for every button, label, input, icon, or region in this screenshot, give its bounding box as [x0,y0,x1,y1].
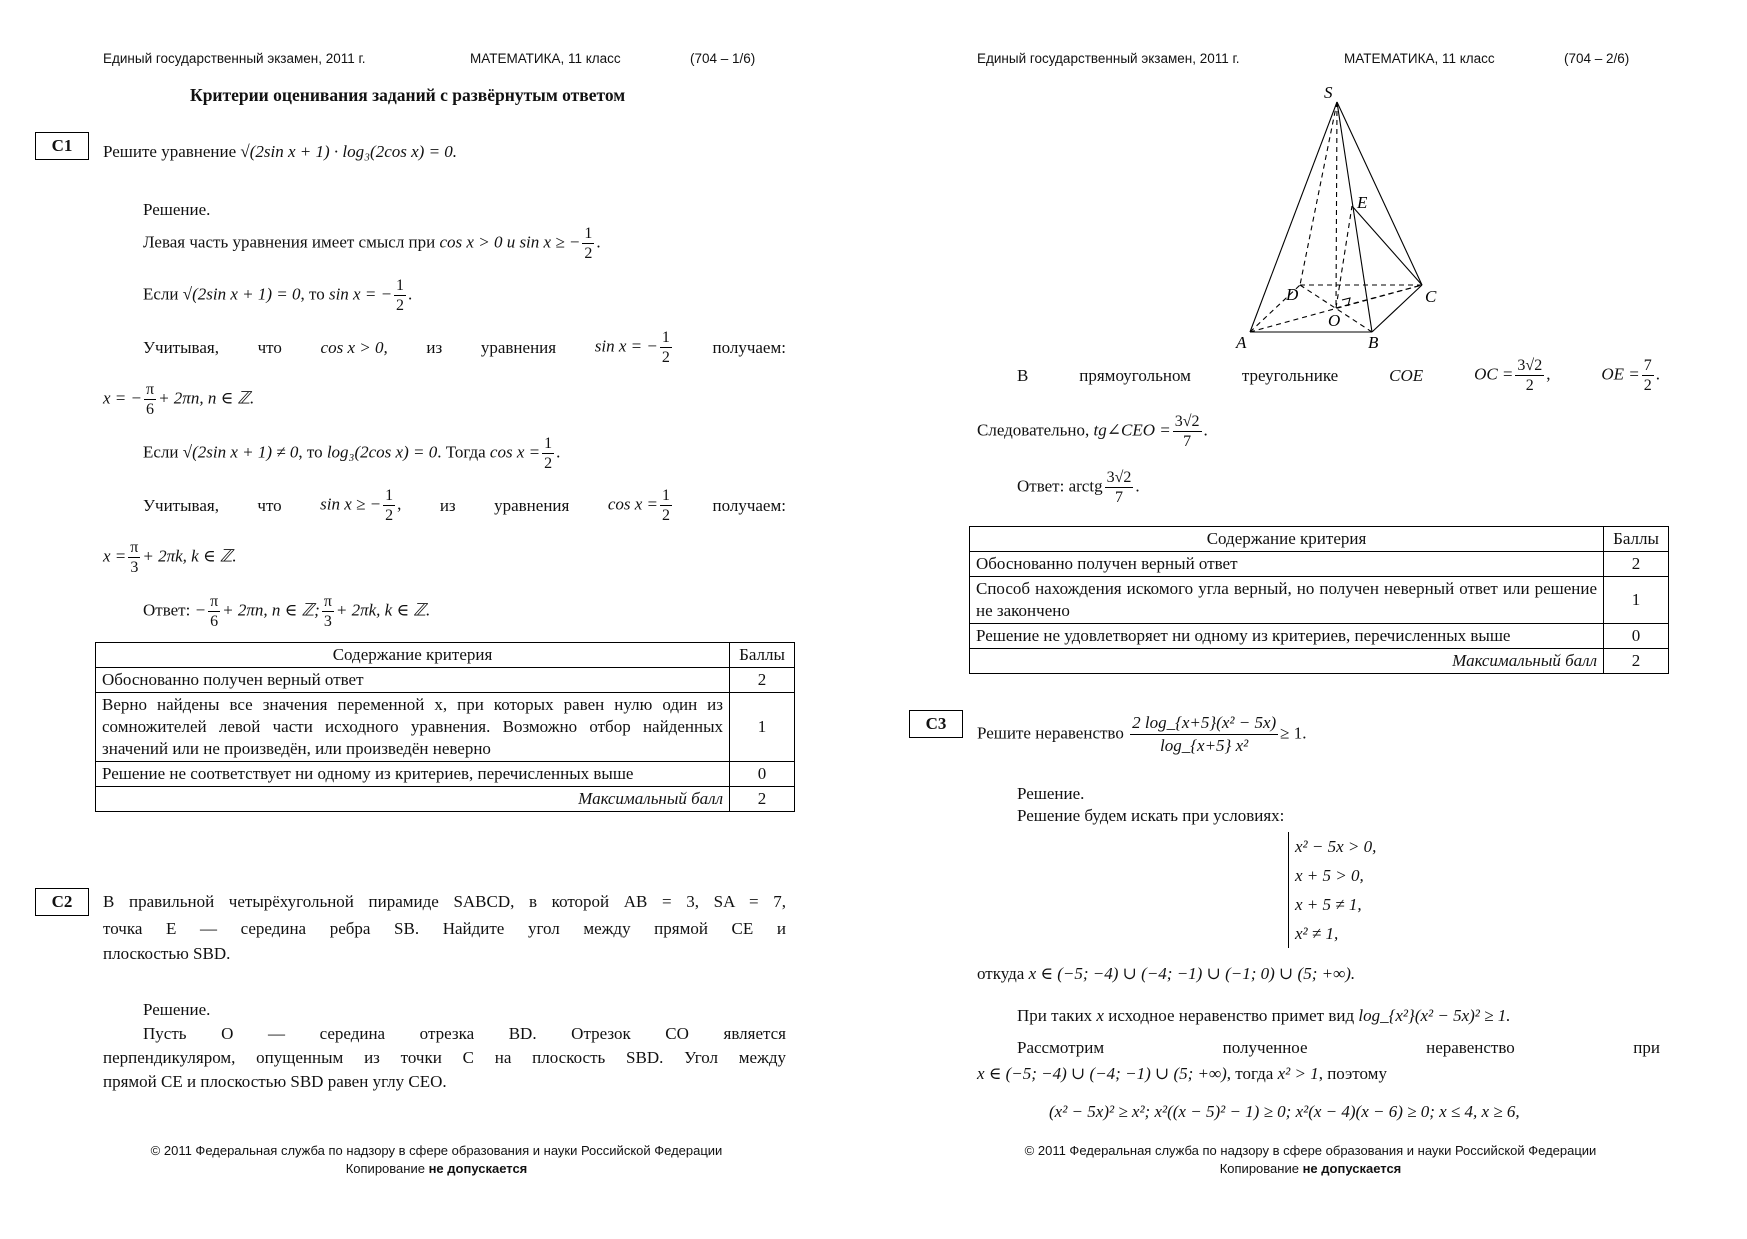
fraction [1173,412,1202,451]
c1-l7-tail: + 2πk, k ∈ ℤ. [142,546,237,566]
header-page-number: (704 – 2/6) [1564,51,1630,66]
criterion-text: Обоснованно получен верный ответ [96,668,730,693]
table-row [96,762,795,787]
c3-p3 [977,1062,1387,1086]
frac-den: 3 [323,613,332,630]
system-row: x² − 5x > 0, [1295,837,1377,856]
c3-task-text: Решите неравенство [977,723,1124,743]
header-exam: Единый государственный экзамен, 2011 г. [103,51,366,66]
frac-den: 7 [1114,489,1123,506]
c3-p3-b: , тогда [1226,1064,1274,1083]
label-S: S [1324,83,1333,102]
t2-text: Следовательно, [977,420,1090,440]
c1-solution-title: Решение. [143,200,211,219]
footer-copy-bold: не допускается [428,1161,528,1176]
c1-l2-b: , то [300,284,325,304]
t1-b: прямоугольном [1079,365,1191,385]
criterion-score: 1 [730,693,795,762]
c3-p1-math: log_{x²}(x² − 5x)² ≥ 1. [1358,1006,1511,1025]
frac-num: 3√2 [1106,469,1132,486]
frac-num: π [210,593,219,610]
c1-l3-e: получаем: [712,337,786,357]
c1-l6-math2: cos x = [607,494,658,514]
edge-SC [1337,102,1422,285]
fraction [660,486,672,525]
c3-p1-a: При таких [1017,1006,1093,1025]
header-subject: МАТЕМАТИКА, 11 класс [1344,51,1495,66]
c1-l5-math2: log₃(2cos x) = 0 [326,442,438,462]
table-row [970,577,1669,624]
edge-SD [1300,102,1337,285]
frac-den: log_{x+5} x² [1160,736,1249,755]
frac-den: 2 [661,349,670,366]
c3-task-tail: ≥ 1. [1280,723,1307,743]
label-C: C [1425,287,1437,306]
label-O: O [1328,311,1341,330]
label-D: D [1286,285,1299,304]
t1-d: COE [1389,365,1424,385]
c2-cont-line-2: Следовательно, tg∠CEO = $\frac{3√2}{7}$ . [977,413,1208,450]
c2-solution-line-3: прямой CE и плоскостью SBD равен углу CEO. [103,1072,447,1091]
table-row [970,624,1669,649]
c1-l2-a: Если [143,284,179,304]
page-right [874,0,1747,1239]
task-label-c3: C3 [909,710,963,738]
table-row [96,693,795,762]
c3-p3-c: , поэтому [1318,1064,1387,1083]
table-row [96,668,795,693]
criterion-text: Способ нахождения искомого угла верный, но получен неверный ответ или решение не закончено [970,577,1604,624]
c2-solution-title: Решение. [143,1000,211,1019]
frac-num: 1 [662,487,670,504]
header-content: Содержание критерия [96,643,730,668]
c3-p2-c: неравенство [1426,1038,1515,1057]
table-header-row [96,643,795,668]
c1-answer [143,592,430,631]
c2-task-line-2: точка E — середина ребра SB. Найдите угол между прямой CE и [103,919,786,938]
c2-solution-line-2: перпендикуляром, опущенным из точки C на плоскость SBD. Угол между [103,1048,786,1067]
header-score: Баллы [1604,527,1669,552]
c1-l4-math: x = − [103,388,142,408]
c1-line-7 [103,538,237,577]
frac-den: 2 [1643,377,1652,394]
footer-copy-bold: не допускается [1302,1161,1402,1176]
c2-criteria-table [969,526,1669,674]
frac-num: π [323,593,332,610]
t1-oc: OC = [1474,364,1514,384]
c3-whence-math: x ∈ (−5; −4) ∪ (−4; −1) ∪ (−1; 0) ∪ (5; +∞). [1028,964,1356,983]
c3-p2 [1017,1036,1660,1060]
label-A: A [1236,333,1247,352]
c1-l6-b: что [257,495,282,515]
c1-task [103,140,457,164]
fraction [542,434,554,473]
c1-l3-a: Учитывая, [143,337,219,357]
t2-math: tg∠CEO = [1093,420,1171,440]
footer-copyright: © 2011 Федеральная служба по надзору в сфере образования и науки Российской Федерации [1024,1143,1597,1158]
task-label-c2: C2 [35,888,89,916]
criterion-score: 2 [1604,552,1669,577]
c3-p2-b: полученное [1222,1038,1308,1057]
c1-l5-b: , то [298,442,323,462]
system-row: x² ≠ 1, [1295,924,1339,943]
max-score-label: Максимальный балл [96,787,730,812]
pyramid-figure [1214,80,1437,352]
c2-answer-label: Ответ: [1017,476,1065,496]
max-score-value: 2 [730,787,795,812]
c1-l2-math: √(2sin x + 1) = 0 [182,284,301,304]
footer-copyright: © 2011 Федеральная служба по надзору в сфере образования и науки Российской Федерации [150,1143,723,1158]
c1-answer-c: + 2πk, k ∈ ℤ. [335,600,431,620]
fraction [144,380,156,419]
c1-answer-b: + 2πn, n ∈ ℤ; [222,600,320,620]
table-header-row [970,527,1669,552]
c1-task-equation: √(2sin x + 1) · log₃(2cos x) = 0. [240,142,458,161]
c3-p2-d: при [1633,1038,1660,1057]
frac-den: 6 [210,613,219,630]
frac-den: 2 [385,507,394,524]
segment-OE [1336,206,1352,308]
c1-l1-math: cos x > 0 и sin x ≥ − [439,232,581,252]
frac-num: 1 [385,487,394,504]
header-score: Баллы [730,643,795,668]
height-SO [1336,102,1337,308]
c3-p2-a: Рассмотрим [1017,1038,1105,1057]
frac-num: 2 log_{x+5}(x² − 5x) [1130,712,1278,735]
c1-l3-math: cos x > 0, [320,337,388,357]
t1-oe: OE = [1601,364,1640,384]
footer-copy-line [874,1160,1747,1178]
c2-task-line-1: В правильной четырёхугольной пирамиде SABCD, в которой AB = 3, SA = 7, [103,892,786,911]
footer-copy: Копирование [345,1161,425,1176]
c1-l6-c: из [439,495,456,515]
frac-den: 3 [130,559,139,576]
c1-l5-a: Если [143,442,179,462]
frac-den: 6 [146,401,155,418]
c1-l3-math2: sin x = − [594,336,658,356]
header-exam: Единый государственный экзамен, 2011 г. [977,51,1240,66]
c1-l2-math2: sin x = − [328,284,393,304]
c2-task-line-3: плоскостью SBD. [103,944,231,963]
footer-copy-line [0,1160,873,1178]
criterion-score: 0 [1604,624,1669,649]
criterion-score: 0 [730,762,795,787]
frac-num: 3√2 [1174,413,1200,430]
c1-l3-b: что [257,337,282,357]
c1-l5-math3: cos x = [489,442,541,462]
criterion-text: Решение не удовлетворяет ни одному из критериев, перечисленных выше [970,624,1604,649]
system-row: x + 5 > 0, [1295,866,1364,885]
c3-solution-title: Решение. [1017,784,1085,803]
frac-num: π [130,539,139,556]
criterion-score: 1 [1604,577,1669,624]
max-score-label: Максимальный балл [970,649,1604,674]
frac-den: 2 [584,245,593,262]
system-row: x + 5 ≠ 1, [1295,895,1362,914]
frac-num: π [146,381,155,398]
c1-l6-e: получаем: [712,495,786,515]
c1-line-4 [103,380,254,419]
fraction [394,276,406,315]
c2-answer: Ответ: arctg $\frac{3√2}{7}$ . [1017,469,1140,506]
max-score-value: 2 [1604,649,1669,674]
c1-line-5: Если √(2sin x + 1) ≠ 0, то log₃(2cos x) = 0. Тогда cos x = $\frac{1}{2}$ . [143,435,561,472]
label-B: B [1368,333,1379,352]
header-page-number: (704 – 1/6) [690,51,756,66]
frac-num: 1 [396,277,405,294]
footer [0,1142,873,1178]
c1-line-3 [143,328,786,367]
t1-a: В [1017,365,1029,385]
c1-l5-math: √(2sin x + 1) ≠ 0 [182,442,299,462]
frac-den: 2 [1525,377,1534,394]
c3-task [977,712,1307,757]
fraction [1130,712,1278,757]
c1-l3-d: уравнения [480,337,557,357]
c3-p3-math: x ∈ (−5; −4) ∪ (−4; −1) ∪ (5; +∞) [977,1064,1227,1083]
edge-SB [1337,102,1372,332]
c1-l6-math: sin x ≥ − [320,494,382,514]
frac-den: 2 [662,507,670,524]
fraction [582,224,594,263]
frac-num: 3√2 [1517,357,1543,374]
table-row [970,552,1669,577]
footer [874,1142,1747,1178]
c1-answer-label: Ответ: [143,600,191,620]
c1-l6-a: Учитывая, [143,495,219,515]
c3-p4: (x² − 5x)² ≥ x²; x²((x − 5)² − 1) ≥ 0; x²(x − 4)(x − 6) ≥ 0; x ≤ 4, x ≥ 6, [1049,1102,1520,1121]
c3-p3-math2: x² > 1 [1277,1064,1319,1083]
c3-p1 [1017,1004,1510,1028]
criterion-text: Решение не соответствует ни одному из критериев, перечисленных выше [96,762,730,787]
fraction [1515,356,1544,395]
table-row-max [96,787,795,812]
frac-den: 2 [396,297,405,314]
c1-task-text: Решите уравнение [103,142,237,161]
c1-l6-d: уравнения [494,495,570,515]
c1-line-1: Левая часть уравнения имеет смысл при cos x > 0 и sin x ≥ − $\frac{1}{2}$ . [143,225,601,262]
c1-l4-tail: + 2πn, n ∈ ℤ. [158,388,255,408]
frac-num: 7 [1643,357,1652,374]
c1-answer-a: − [194,600,207,620]
frac-den: 7 [1183,433,1192,450]
fraction [1105,468,1134,507]
c1-l5-c: . Тогда [437,442,486,462]
page-left [0,0,873,1239]
fraction [322,592,334,631]
c1-l7-math: x = [103,546,127,566]
header-content: Содержание критерия [970,527,1604,552]
frac-num: 1 [584,225,593,242]
c2-answer-math: arctg [1068,476,1103,496]
c3-whence [977,962,1355,986]
page-title: Критерии оценивания заданий с развёрнутым ответом [190,85,626,105]
c3-p1-b: исходное неравенство примет вид [1108,1006,1355,1025]
frac-num: 1 [661,329,670,346]
criterion-text: Обоснованно получен верный ответ [970,552,1604,577]
c1-criteria-table [95,642,795,812]
c1-l1-text: Левая часть уравнения имеет смысл при [143,232,436,252]
fraction [660,328,672,367]
label-E: E [1357,193,1368,212]
c2-solution-line-1: Пусть O — середина отрезка BD. Отрезок CO является [143,1024,786,1043]
c3-p1-x: x [1096,1006,1104,1025]
header-subject: МАТЕМАТИКА, 11 класс [470,51,621,66]
table-row-max [970,649,1669,674]
frac-num: 1 [544,435,553,452]
fraction [208,592,220,631]
fraction [1642,356,1654,395]
c3-whence-label: откуда [977,964,1025,983]
fraction [383,486,395,525]
frac-den: 2 [544,455,553,472]
c1-line-2: Если √(2sin x + 1) = 0, то sin x = − $\frac{1}{2}$ . [143,277,413,314]
c2-cont-line-1: В прямоугольном треугольнике COE OC = $\frac{3√2}{2}$ , OE = $\frac{7}{2}$ . [1017,357,1660,394]
c3-condition-system [1288,832,1376,948]
fraction [128,538,140,577]
c1-line-6: Учитывая, что sin x ≥ − $\frac{1}{2}$ , из уравнения cos x = $\frac{1}{2}$ получаем: [143,487,786,524]
task-label-c1: C1 [35,132,89,160]
t1-c: треугольнике [1241,365,1339,385]
c1-l3-c: из [426,337,443,357]
footer-copy: Копирование [1219,1161,1299,1176]
criterion-score: 2 [730,668,795,693]
criterion-text: Верно найдены все значения переменной x, при которых равен нулю один из сомножителей левой части исходного уравнения. Возможно отбор найденных значений или не произведён, или произведён неверно [96,693,730,762]
c3-conditions-intro: Решение будем искать при условиях: [1017,806,1285,825]
